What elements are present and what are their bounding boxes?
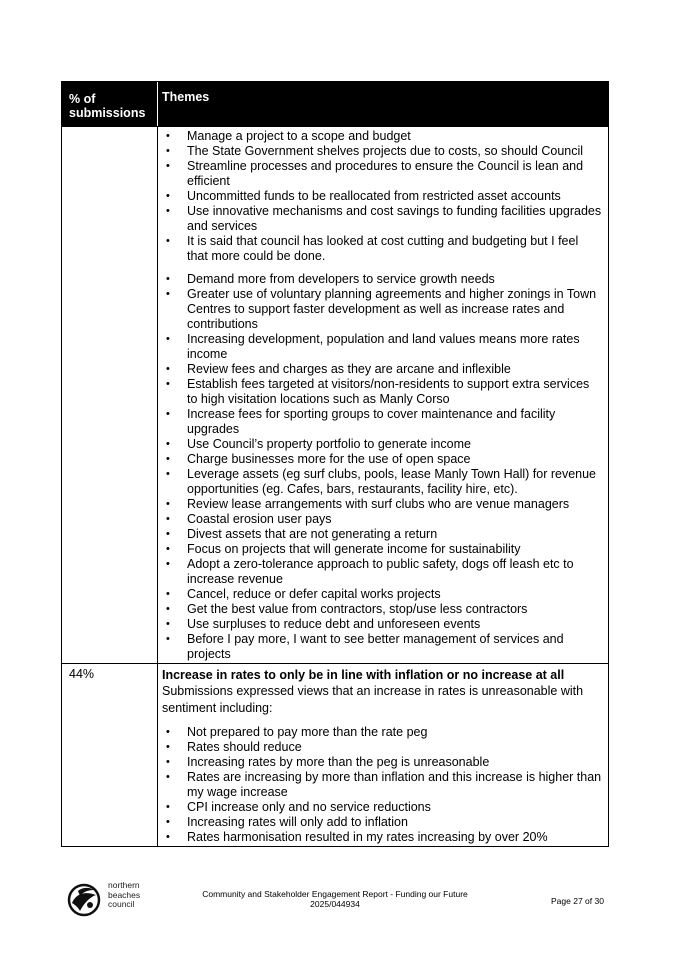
list-item: • The State Government shelves projects due to costs, so should Council [162, 144, 602, 159]
theme-heading: Increase in rates to only be in line with inflation or no increase at all [162, 668, 565, 682]
list-item: • Increasing rates will only add to inflation [162, 815, 602, 830]
page-footer [0, 870, 675, 920]
list-item: • Leverage assets (eg surf clubs, pools, lease Manly Town Hall) for revenue opportunities (eg. Cafes, bars, restaurants, facility hire, etc). [162, 467, 602, 497]
list-item: • It is said that council has looked at cost cutting and budgeting but I feel that more could be done. [162, 234, 602, 264]
list-item: • Charge businesses more for the use of open space [162, 452, 602, 467]
list-item: • Before I pay more, I want to see better management of services and projects [162, 632, 602, 662]
list-item: • Increasing development, population and land values means more rates income [162, 332, 602, 362]
list-item: • Use Council’s property portfolio to generate income [162, 437, 602, 452]
list-item: • Coastal erosion user pays [162, 512, 602, 527]
list-item: • Get the best value from contractors, stop/use less contractors [162, 602, 602, 617]
table-row [62, 126, 608, 663]
list-item: • Review lease arrangements with surf clubs who are venue managers [162, 497, 602, 512]
list-item: • Use innovative mechanisms and cost savings to funding facilities upgrades and services [162, 204, 602, 234]
footer-document-number: 2025/044934 [310, 899, 360, 909]
logo-word: council [108, 899, 135, 909]
list-item: • Use surpluses to reduce debt and unforeseen events [162, 617, 602, 632]
list-item: • Not prepared to pay more than the rate peg [162, 725, 602, 740]
footer-report-title: Community and Stakeholder Engagement Report - Funding our Future [202, 889, 468, 899]
list-item: • Greater use of voluntary planning agreements and higher zonings in Town Centres to support faster development as well as increase rates and contributions [162, 287, 602, 332]
list-item: • Increase fees for sporting groups to cover maintenance and facility upgrades [162, 407, 602, 437]
list-item: • Adopt a zero-tolerance approach to public safety, dogs off leash etc to increase revenue [162, 557, 602, 587]
list-item: • Uncommitted funds to be reallocated from restricted asset accounts [162, 189, 602, 204]
logo-wordmark [108, 881, 140, 910]
list-item: • Rates should reduce [162, 740, 602, 755]
row-percent: 44% [62, 664, 158, 846]
list-item: • Cancel, reduce or defer capital works projects [162, 587, 602, 602]
themes-table [61, 81, 609, 847]
row-percent [62, 127, 158, 663]
list-item: • Review fees and charges as they are arcane and inflexible [162, 362, 602, 377]
list-item: • CPI increase only and no service reductions [162, 800, 602, 815]
header-themes: Themes [162, 90, 210, 104]
list-item: • Streamline processes and procedures to ensure the Council is lean and efficient [162, 159, 602, 189]
list-item: • Increasing rates by more than the peg is unreasonable [162, 755, 602, 770]
list-item: • Establish fees targeted at visitors/non-residents to support extra services to high visitation locations such as Manly Corso [162, 377, 602, 407]
theme-description: Submissions expressed views that an increase in rates is unreasonable with sentiment including: [162, 684, 584, 715]
council-logo [66, 881, 176, 919]
list-item: • Rates are increasing by more than inflation and this increase is higher than my wage increase [162, 770, 602, 800]
row-themes [158, 664, 608, 846]
list-item: • Focus on projects that will generate income for sustainability [162, 542, 602, 557]
header-percent-submissions: % of submissions [62, 82, 158, 126]
theme-list-rates [162, 725, 602, 846]
table-header [62, 82, 608, 126]
council-logo-icon [66, 881, 106, 919]
page-number: Page 27 of 30 [551, 896, 604, 906]
footer-title [190, 889, 480, 909]
logo-word: northern [108, 880, 140, 890]
list-item: • Rates harmonisation resulted in my rates increasing by over 20% [162, 830, 602, 845]
list-item: • Divest assets that are not generating a return [162, 527, 602, 542]
list-item: • Demand more from developers to service growth needs [162, 272, 602, 287]
theme-list-cost-management [162, 127, 602, 264]
list-item: • Manage a project to a scope and budget [162, 129, 602, 144]
table-row [62, 663, 608, 846]
row-themes [158, 127, 608, 663]
theme-list-revenue-sources [162, 272, 602, 663]
logo-word: beaches [108, 889, 141, 900]
